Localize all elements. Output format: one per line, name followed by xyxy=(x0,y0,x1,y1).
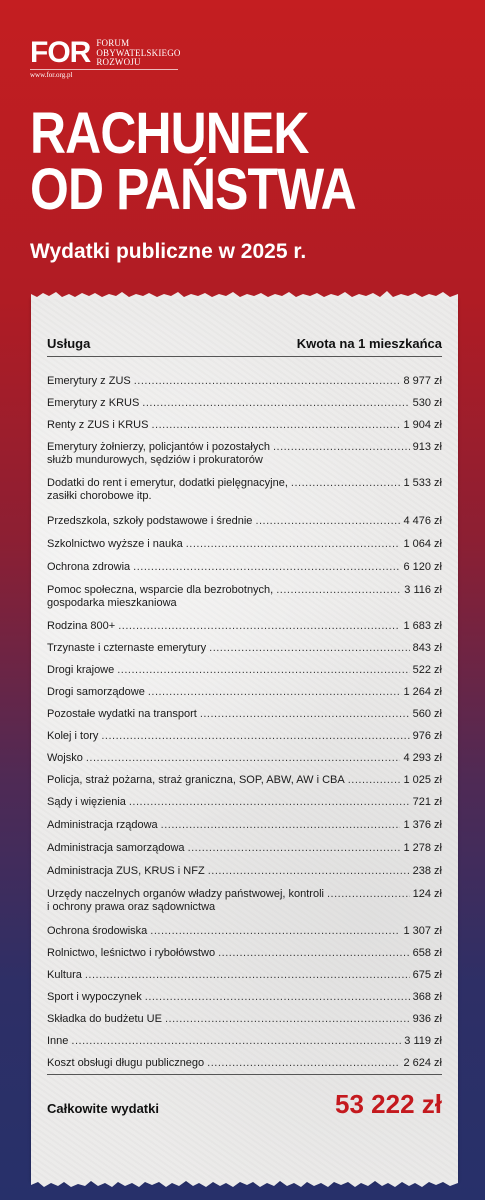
expense-row xyxy=(47,730,442,743)
expense-label: Drogi krajowe xyxy=(47,664,115,676)
expense-label: Administracja rządowa xyxy=(47,819,158,831)
expense-amount: 1 064 zł xyxy=(403,538,442,550)
expense-label: Pomoc społeczna, wsparcie dla bezrobotnych, xyxy=(47,584,274,596)
dot-leader xyxy=(186,538,401,551)
dot-leader xyxy=(151,419,400,432)
dot-leader xyxy=(71,1035,401,1048)
expense-label: Szkolnictwo wyższe i nauka xyxy=(47,538,183,550)
expense-row xyxy=(47,842,442,855)
dot-leader xyxy=(145,991,410,1004)
title-line: RACHUNEK xyxy=(30,101,309,166)
expense-amount: 4 293 zł xyxy=(403,752,442,764)
expense-amount: 1 264 zł xyxy=(403,686,442,698)
expense-label-continued: i ochrony prawa oraz sądownictwa xyxy=(47,901,216,913)
expense-amount: 1 376 zł xyxy=(403,819,442,831)
dot-leader xyxy=(276,584,401,597)
expense-amount: 238 zł xyxy=(412,865,442,877)
expense-row xyxy=(47,796,442,809)
receipt-torn-edge-bottom xyxy=(31,1180,458,1188)
expense-row xyxy=(47,584,442,610)
expense-amount: 1 683 zł xyxy=(403,620,442,632)
dot-leader xyxy=(86,752,401,765)
dot-leader xyxy=(85,969,410,982)
dot-leader xyxy=(161,819,401,832)
logo-name-line: ROZWOJU xyxy=(96,57,141,67)
expense-row xyxy=(47,947,442,960)
expense-row xyxy=(47,708,442,721)
dot-leader xyxy=(348,774,401,787)
expense-row xyxy=(47,397,442,410)
expense-row xyxy=(47,515,442,528)
dot-leader xyxy=(188,842,401,855)
expense-row xyxy=(47,561,442,574)
expense-row xyxy=(47,686,442,699)
receipt-torn-edge-top xyxy=(31,291,458,299)
expense-amount: 1 307 zł xyxy=(403,925,442,937)
expense-label: Policja, straż pożarna, straż graniczna, SOP, ABW, AW i CBA xyxy=(47,774,345,786)
expense-label: Składka do budżetu UE xyxy=(47,1013,162,1025)
expense-label: Rolnictwo, leśnictwo i rybołówstwo xyxy=(47,947,216,959)
expense-amount: 658 zł xyxy=(412,947,442,959)
expense-row xyxy=(47,620,442,633)
column-header-amount: Kwota na 1 mieszkańca xyxy=(296,336,442,351)
expense-amount: 721 zł xyxy=(412,796,442,808)
expense-amount: 522 zł xyxy=(412,664,442,676)
expense-amount: 8 977 zł xyxy=(403,375,442,387)
expense-label: Koszt obsługi długu publicznego xyxy=(47,1057,205,1069)
expense-label: Administracja ZUS, KRUS i NFZ xyxy=(47,865,205,877)
dot-leader xyxy=(273,441,410,454)
page-subtitle: Wydatki publiczne w 2025 r. xyxy=(30,240,307,263)
for-logo[interactable] xyxy=(30,38,181,68)
expense-label: Emerytury żołnierzy, policjantów i pozostałych xyxy=(47,441,270,453)
expense-label: Urzędy naczelnych organów władzy państwowej, kontroli xyxy=(47,888,324,900)
dot-leader xyxy=(327,888,410,901)
expense-label: Inne xyxy=(47,1035,69,1047)
expense-label: Sport i wypoczynek xyxy=(47,991,142,1003)
dot-leader xyxy=(218,947,410,960)
expense-amount: 843 zł xyxy=(412,642,442,654)
expense-label-continued: zasiłki chorobowe itp. xyxy=(47,490,152,502)
dot-leader xyxy=(148,686,401,699)
header xyxy=(0,0,485,300)
dot-leader xyxy=(165,1013,410,1026)
expense-row xyxy=(47,375,442,388)
expense-row xyxy=(47,1035,442,1048)
expense-row xyxy=(47,925,442,938)
expense-row xyxy=(47,865,442,878)
expense-label-continued: gospodarka mieszkaniowa xyxy=(47,597,177,609)
expense-amount: 976 zł xyxy=(412,730,442,742)
expense-label: Emerytury z ZUS xyxy=(47,375,131,387)
expense-amount: 368 zł xyxy=(412,991,442,1003)
total-divider xyxy=(47,1074,442,1075)
expense-amount: 936 zł xyxy=(412,1013,442,1025)
dot-leader xyxy=(101,730,409,743)
expense-label: Kolej i tory xyxy=(47,730,99,742)
logo-url[interactable]: www.for.org.pl xyxy=(30,71,73,79)
expense-amount: 2 624 zł xyxy=(403,1057,442,1069)
receipt xyxy=(31,298,458,1181)
logo-name xyxy=(96,39,180,68)
expense-label: Pozostałe wydatki na transport xyxy=(47,708,197,720)
expense-label: Przedszkola, szkoły podstawowe i średnie xyxy=(47,515,253,527)
expense-label: Renty z ZUS i KRUS xyxy=(47,419,149,431)
dot-leader xyxy=(207,1057,400,1070)
dot-leader xyxy=(200,708,410,721)
expense-label-continued: służb mundurowych, sędziów i prokuratorów xyxy=(47,454,263,466)
expense-amount: 1 533 zł xyxy=(403,477,442,489)
logo-mark: FOR xyxy=(30,36,91,69)
logo-name-line: OBYWATELSKIEGO xyxy=(96,47,181,58)
expense-label: Sądy i więzienia xyxy=(47,796,126,808)
logo-name-line: FORUM xyxy=(96,38,130,48)
expense-row xyxy=(47,991,442,1004)
dot-leader xyxy=(255,515,400,528)
expense-row xyxy=(47,969,442,982)
expense-label: Kultura xyxy=(47,969,82,981)
expense-amount: 124 zł xyxy=(412,888,442,900)
logo-divider xyxy=(30,69,178,70)
dot-leader xyxy=(118,620,400,633)
expense-amount: 1 025 zł xyxy=(403,774,442,786)
dot-leader xyxy=(208,865,410,878)
dot-leader xyxy=(129,796,410,809)
expense-amount: 1 278 zł xyxy=(403,842,442,854)
expense-row xyxy=(47,888,442,914)
expense-label: Trzynaste i czternaste emerytury xyxy=(47,642,207,654)
dot-leader xyxy=(142,397,409,410)
expense-amount: 3 116 zł xyxy=(404,584,442,596)
expense-row xyxy=(47,419,442,432)
expense-label: Emerytury z KRUS xyxy=(47,397,140,409)
expense-label: Ochrona środowiska xyxy=(47,925,148,937)
expense-row xyxy=(47,538,442,551)
expense-row xyxy=(47,819,442,832)
expense-row xyxy=(47,1013,442,1026)
title-line: OD PAŃSTWA xyxy=(30,157,356,222)
page-title xyxy=(30,101,356,222)
expense-row xyxy=(47,1057,442,1070)
expense-label: Ochrona zdrowia xyxy=(47,561,131,573)
dot-leader xyxy=(134,375,401,388)
expense-label: Dodatki do rent i emerytur, dodatki pielęgnacyjne, xyxy=(47,477,288,489)
expense-amount: 1 904 zł xyxy=(403,419,442,431)
dot-leader xyxy=(291,477,401,490)
dot-leader xyxy=(209,642,410,655)
expense-amount: 560 zł xyxy=(412,708,442,720)
expense-amount: 675 zł xyxy=(412,969,442,981)
expense-label: Rodzina 800+ xyxy=(47,620,116,632)
expense-amount: 3 119 zł xyxy=(404,1035,442,1047)
expense-row xyxy=(47,441,442,467)
expense-row xyxy=(47,642,442,655)
total-value: 53 222 zł xyxy=(335,1089,442,1119)
expense-label: Wojsko xyxy=(47,752,83,764)
dot-leader xyxy=(117,664,409,677)
expense-row xyxy=(47,664,442,677)
expense-amount: 530 zł xyxy=(412,397,442,409)
expense-row xyxy=(47,752,442,765)
total-label: Całkowite wydatki xyxy=(47,1101,159,1116)
expense-row xyxy=(47,477,442,503)
header-divider xyxy=(47,356,442,357)
expense-label: Administracja samorządowa xyxy=(47,842,185,854)
dot-leader xyxy=(150,925,400,938)
expense-amount: 913 zł xyxy=(412,441,442,453)
column-header-service: Usługa xyxy=(47,336,91,351)
dot-leader xyxy=(133,561,400,574)
expense-amount: 4 476 zł xyxy=(403,515,442,527)
expense-row xyxy=(47,774,442,787)
expense-amount: 6 120 zł xyxy=(403,561,442,573)
expense-label: Drogi samorządowe xyxy=(47,686,145,698)
table-header xyxy=(47,336,442,351)
